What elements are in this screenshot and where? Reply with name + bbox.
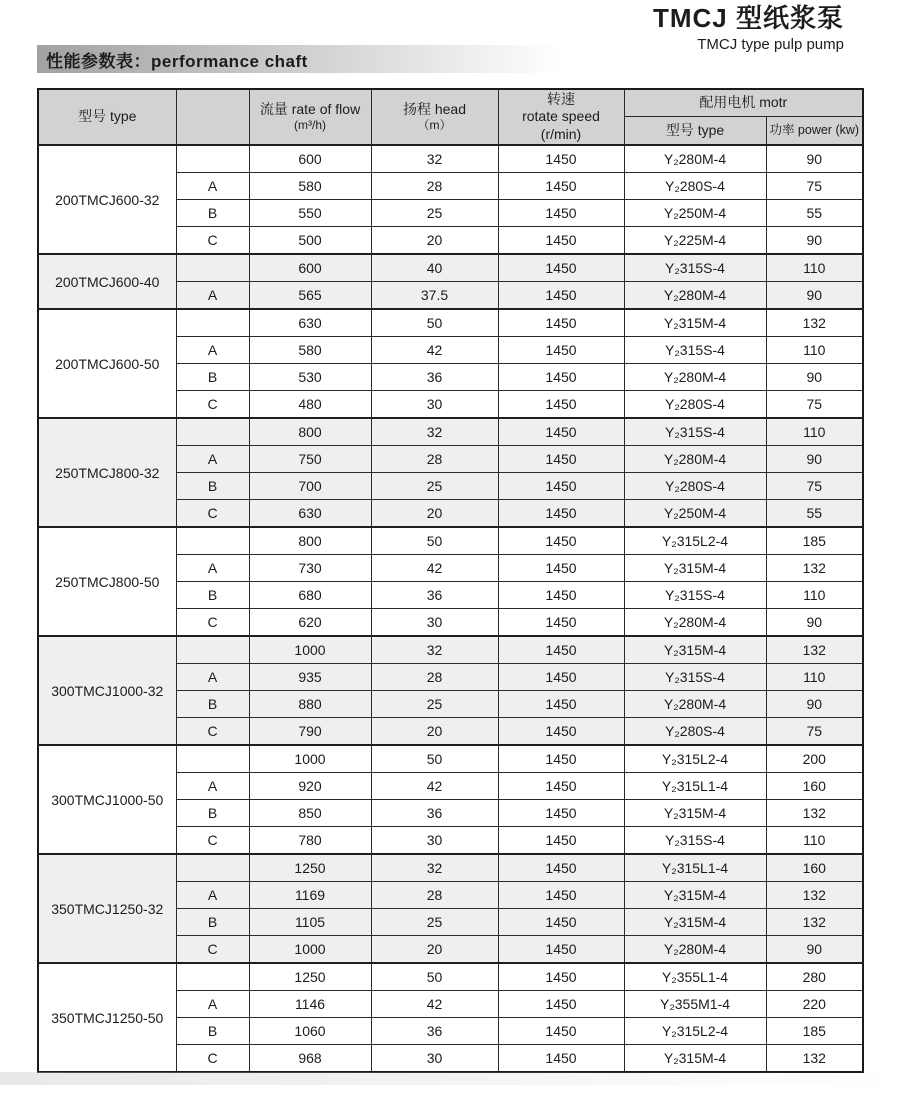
variant-cell: C — [176, 609, 249, 637]
variant-cell — [176, 254, 249, 282]
pump-model-cell: 300TMCJ1000-50 — [38, 745, 176, 854]
speed-cell: 1450 — [498, 173, 624, 200]
table-row — [38, 309, 863, 337]
motor-power-cell: 75 — [766, 391, 863, 419]
speed-cell: 1450 — [498, 500, 624, 528]
flow-cell: 630 — [249, 309, 371, 337]
variant-cell: A — [176, 773, 249, 800]
flow-cell: 600 — [249, 254, 371, 282]
motor-model-cell: Y₂315S-4 — [624, 827, 766, 855]
variant-cell: A — [176, 337, 249, 364]
head-cell: 30 — [371, 391, 498, 419]
head-cell: 28 — [371, 446, 498, 473]
variant-cell — [176, 854, 249, 882]
motor-power-cell: 132 — [766, 309, 863, 337]
speed-cell: 1450 — [498, 773, 624, 800]
pump-table-body — [38, 145, 863, 1072]
head-cell: 30 — [371, 827, 498, 855]
pump-model-cell: 250TMCJ800-50 — [38, 527, 176, 636]
speed-cell: 1450 — [498, 391, 624, 419]
speed-cell: 1450 — [498, 963, 624, 991]
speed-cell: 1450 — [498, 827, 624, 855]
pump-model-cell: 200TMCJ600-50 — [38, 309, 176, 418]
speed-cell: 1450 — [498, 254, 624, 282]
speed-cell: 1450 — [498, 745, 624, 773]
flow-cell: 968 — [249, 1045, 371, 1073]
variant-cell: B — [176, 473, 249, 500]
flow-cell: 580 — [249, 173, 371, 200]
head-cell: 42 — [371, 555, 498, 582]
speed-cell: 1450 — [498, 636, 624, 664]
head-cell: 36 — [371, 582, 498, 609]
head-cell: 36 — [371, 364, 498, 391]
motor-power-cell: 110 — [766, 582, 863, 609]
head-cell: 25 — [371, 200, 498, 227]
motor-power-cell: 110 — [766, 337, 863, 364]
head-cell: 32 — [371, 418, 498, 446]
head-cell: 40 — [371, 254, 498, 282]
head-cell: 36 — [371, 800, 498, 827]
col-header-flow — [249, 89, 371, 145]
variant-cell: B — [176, 691, 249, 718]
variant-cell — [176, 745, 249, 773]
motor-model-cell: Y₂315S-4 — [624, 337, 766, 364]
variant-cell: C — [176, 500, 249, 528]
motor-power-cell: 90 — [766, 282, 863, 310]
speed-cell: 1450 — [498, 418, 624, 446]
flow-cell: 920 — [249, 773, 371, 800]
variant-cell — [176, 309, 249, 337]
flow-cell: 800 — [249, 418, 371, 446]
motor-power-cell: 132 — [766, 1045, 863, 1073]
motor-power-cell: 90 — [766, 446, 863, 473]
col-header-motor-power: 功率 power (kw) — [766, 117, 863, 146]
flow-cell: 680 — [249, 582, 371, 609]
motor-power-cell: 160 — [766, 773, 863, 800]
motor-power-cell: 200 — [766, 745, 863, 773]
pump-model-cell: 350TMCJ1250-50 — [38, 963, 176, 1072]
flow-cell: 935 — [249, 664, 371, 691]
speed-cell: 1450 — [498, 1018, 624, 1045]
head-cell: 28 — [371, 664, 498, 691]
motor-power-cell: 90 — [766, 145, 863, 173]
motor-power-cell: 110 — [766, 664, 863, 691]
speed-cell: 1450 — [498, 936, 624, 964]
title-chinese: TMCJ 型纸浆泵 — [652, 3, 844, 33]
speed-header-label-cn: 转速 — [547, 90, 575, 107]
motor-power-cell: 132 — [766, 882, 863, 909]
table-row — [38, 527, 863, 555]
variant-cell: C — [176, 718, 249, 746]
head-cell: 20 — [371, 500, 498, 528]
variant-cell — [176, 963, 249, 991]
speed-cell: 1450 — [498, 664, 624, 691]
variant-cell — [176, 527, 249, 555]
speed-cell: 1450 — [498, 282, 624, 310]
motor-model-cell: Y₂250M-4 — [624, 500, 766, 528]
pump-model-cell: 350TMCJ1250-32 — [38, 854, 176, 963]
flow-cell: 780 — [249, 827, 371, 855]
variant-cell: A — [176, 882, 249, 909]
head-header-unit: （m） — [417, 118, 452, 133]
speed-cell: 1450 — [498, 337, 624, 364]
variant-cell: B — [176, 364, 249, 391]
head-cell: 32 — [371, 636, 498, 664]
motor-power-cell: 160 — [766, 854, 863, 882]
motor-model-cell: Y₂280S-4 — [624, 473, 766, 500]
motor-power-cell: 55 — [766, 500, 863, 528]
motor-model-cell: Y₂315M-4 — [624, 882, 766, 909]
variant-cell: B — [176, 800, 249, 827]
motor-power-cell: 55 — [766, 200, 863, 227]
bottom-gradient-bar — [0, 1072, 900, 1085]
head-cell: 50 — [371, 745, 498, 773]
motor-model-cell: Y₂315L2-4 — [624, 1018, 766, 1045]
table-row — [38, 254, 863, 282]
variant-cell: B — [176, 909, 249, 936]
motor-model-cell: Y₂280M-4 — [624, 936, 766, 964]
motor-power-cell: 220 — [766, 991, 863, 1018]
motor-model-cell: Y₂315M-4 — [624, 636, 766, 664]
flow-cell: 620 — [249, 609, 371, 637]
variant-cell: C — [176, 391, 249, 419]
flow-cell: 580 — [249, 337, 371, 364]
col-header-motor-model: 型号 type — [624, 117, 766, 146]
speed-cell: 1450 — [498, 1045, 624, 1073]
speed-cell: 1450 — [498, 309, 624, 337]
section-header-bar — [37, 45, 562, 73]
table-row — [38, 145, 863, 173]
variant-cell — [176, 418, 249, 446]
flow-cell: 500 — [249, 227, 371, 255]
motor-power-cell: 132 — [766, 909, 863, 936]
motor-model-cell: Y₂280M-4 — [624, 446, 766, 473]
head-cell: 30 — [371, 609, 498, 637]
pump-model-cell: 200TMCJ600-40 — [38, 254, 176, 309]
speed-cell: 1450 — [498, 145, 624, 173]
variant-cell: A — [176, 282, 249, 310]
variant-cell: C — [176, 1045, 249, 1073]
flow-header-unit: (m³/h) — [294, 118, 326, 133]
col-header-variant — [176, 89, 249, 145]
flow-cell: 1000 — [249, 936, 371, 964]
motor-model-cell: Y₂315M-4 — [624, 555, 766, 582]
flow-header-label: 流量 rate of flow — [259, 100, 361, 117]
col-header-motor-group: 配用电机 motr — [624, 89, 863, 117]
motor-power-cell: 90 — [766, 691, 863, 718]
head-cell: 42 — [371, 337, 498, 364]
motor-model-cell: Y₂315S-4 — [624, 418, 766, 446]
flow-cell: 565 — [249, 282, 371, 310]
head-cell: 28 — [371, 173, 498, 200]
variant-cell: B — [176, 582, 249, 609]
performance-table-wrapper — [37, 88, 864, 1073]
speed-cell: 1450 — [498, 800, 624, 827]
speed-header-unit: (r/min) — [540, 125, 582, 142]
col-header-head — [371, 89, 498, 145]
motor-model-cell: Y₂315S-4 — [624, 664, 766, 691]
motor-model-cell: Y₂280S-4 — [624, 173, 766, 200]
motor-power-cell: 90 — [766, 227, 863, 255]
motor-model-cell: Y₂280M-4 — [624, 282, 766, 310]
motor-power-cell: 75 — [766, 718, 863, 746]
flow-cell: 600 — [249, 145, 371, 173]
motor-power-cell: 132 — [766, 800, 863, 827]
motor-model-cell: Y₂280M-4 — [624, 145, 766, 173]
head-cell: 20 — [371, 718, 498, 746]
flow-cell: 480 — [249, 391, 371, 419]
flow-cell: 800 — [249, 527, 371, 555]
variant-cell: A — [176, 664, 249, 691]
motor-model-cell: Y₂280S-4 — [624, 391, 766, 419]
motor-power-cell: 90 — [766, 609, 863, 637]
motor-model-cell: Y₂315L2-4 — [624, 745, 766, 773]
variant-cell: A — [176, 555, 249, 582]
flow-cell: 550 — [249, 200, 371, 227]
table-row — [38, 418, 863, 446]
flow-cell: 1250 — [249, 854, 371, 882]
col-header-speed — [498, 89, 624, 145]
table-row — [38, 963, 863, 991]
table-header — [38, 89, 863, 145]
table-row — [38, 636, 863, 664]
variant-cell: A — [176, 173, 249, 200]
speed-cell: 1450 — [498, 364, 624, 391]
motor-model-cell: Y₂315L2-4 — [624, 527, 766, 555]
motor-model-cell: Y₂355M1-4 — [624, 991, 766, 1018]
speed-cell: 1450 — [498, 718, 624, 746]
speed-cell: 1450 — [498, 527, 624, 555]
motor-model-cell: Y₂315M-4 — [624, 800, 766, 827]
flow-cell: 750 — [249, 446, 371, 473]
speed-cell: 1450 — [498, 582, 624, 609]
pump-model-cell: 300TMCJ1000-32 — [38, 636, 176, 745]
motor-power-cell: 185 — [766, 527, 863, 555]
variant-cell: B — [176, 1018, 249, 1045]
variant-cell: B — [176, 200, 249, 227]
head-cell: 28 — [371, 882, 498, 909]
speed-cell: 1450 — [498, 909, 624, 936]
motor-power-cell: 132 — [766, 636, 863, 664]
variant-cell — [176, 636, 249, 664]
variant-cell: C — [176, 936, 249, 964]
flow-cell: 1169 — [249, 882, 371, 909]
motor-model-cell: Y₂250M-4 — [624, 200, 766, 227]
flow-cell: 700 — [249, 473, 371, 500]
head-cell: 20 — [371, 227, 498, 255]
variant-cell: C — [176, 227, 249, 255]
flow-cell: 1000 — [249, 745, 371, 773]
pump-model-cell: 200TMCJ600-32 — [38, 145, 176, 254]
variant-cell: A — [176, 991, 249, 1018]
col-header-model: 型号 type — [38, 89, 176, 145]
flow-cell: 1105 — [249, 909, 371, 936]
pump-model-cell: 250TMCJ800-32 — [38, 418, 176, 527]
speed-cell: 1450 — [498, 446, 624, 473]
head-cell: 50 — [371, 309, 498, 337]
title-english: TMCJ type pulp pump — [697, 35, 844, 53]
flow-cell: 790 — [249, 718, 371, 746]
motor-power-cell: 110 — [766, 254, 863, 282]
flow-cell: 1060 — [249, 1018, 371, 1045]
flow-cell: 530 — [249, 364, 371, 391]
section-header-label: 性能参数表：performance chaft — [46, 51, 308, 71]
flow-cell: 1146 — [249, 991, 371, 1018]
speed-cell: 1450 — [498, 691, 624, 718]
motor-model-cell: Y₂280M-4 — [624, 691, 766, 718]
head-cell: 32 — [371, 145, 498, 173]
motor-power-cell: 280 — [766, 963, 863, 991]
flow-cell: 630 — [249, 500, 371, 528]
motor-model-cell: Y₂315S-4 — [624, 254, 766, 282]
flow-cell: 880 — [249, 691, 371, 718]
motor-model-cell: Y₂280S-4 — [624, 718, 766, 746]
table-row — [38, 745, 863, 773]
variant-cell: A — [176, 446, 249, 473]
motor-power-cell: 110 — [766, 418, 863, 446]
motor-power-cell: 75 — [766, 173, 863, 200]
head-cell: 25 — [371, 691, 498, 718]
motor-model-cell: Y₂315S-4 — [624, 582, 766, 609]
motor-model-cell: Y₂315M-4 — [624, 1045, 766, 1073]
speed-header-label-en: rotate speed — [522, 108, 600, 125]
speed-cell: 1450 — [498, 609, 624, 637]
variant-cell — [176, 145, 249, 173]
motor-power-cell: 90 — [766, 364, 863, 391]
speed-cell: 1450 — [498, 227, 624, 255]
head-cell: 37.5 — [371, 282, 498, 310]
head-cell: 20 — [371, 936, 498, 964]
variant-cell: C — [176, 827, 249, 855]
head-cell: 25 — [371, 909, 498, 936]
head-cell: 32 — [371, 854, 498, 882]
head-header-label: 扬程 head — [402, 100, 467, 117]
speed-cell: 1450 — [498, 473, 624, 500]
performance-table — [37, 88, 864, 1073]
motor-model-cell: Y₂315M-4 — [624, 309, 766, 337]
motor-power-cell: 110 — [766, 827, 863, 855]
flow-cell: 730 — [249, 555, 371, 582]
speed-cell: 1450 — [498, 882, 624, 909]
flow-cell: 1250 — [249, 963, 371, 991]
flow-cell: 850 — [249, 800, 371, 827]
table-row — [38, 854, 863, 882]
motor-power-cell: 132 — [766, 555, 863, 582]
motor-model-cell: Y₂280M-4 — [624, 609, 766, 637]
head-cell: 36 — [371, 1018, 498, 1045]
motor-model-cell: Y₂315M-4 — [624, 909, 766, 936]
speed-cell: 1450 — [498, 854, 624, 882]
motor-model-cell: Y₂355L1-4 — [624, 963, 766, 991]
motor-power-cell: 90 — [766, 936, 863, 964]
motor-power-cell: 75 — [766, 473, 863, 500]
speed-cell: 1450 — [498, 991, 624, 1018]
speed-cell: 1450 — [498, 200, 624, 227]
head-cell: 30 — [371, 1045, 498, 1073]
document-title-block — [653, 4, 844, 54]
head-cell: 50 — [371, 963, 498, 991]
head-cell: 50 — [371, 527, 498, 555]
motor-model-cell: Y₂280M-4 — [624, 364, 766, 391]
speed-cell: 1450 — [498, 555, 624, 582]
head-cell: 42 — [371, 991, 498, 1018]
head-cell: 25 — [371, 473, 498, 500]
motor-model-cell: Y₂315L1-4 — [624, 854, 766, 882]
head-cell: 42 — [371, 773, 498, 800]
motor-model-cell: Y₂225M-4 — [624, 227, 766, 255]
motor-power-cell: 185 — [766, 1018, 863, 1045]
flow-cell: 1000 — [249, 636, 371, 664]
motor-model-cell: Y₂315L1-4 — [624, 773, 766, 800]
